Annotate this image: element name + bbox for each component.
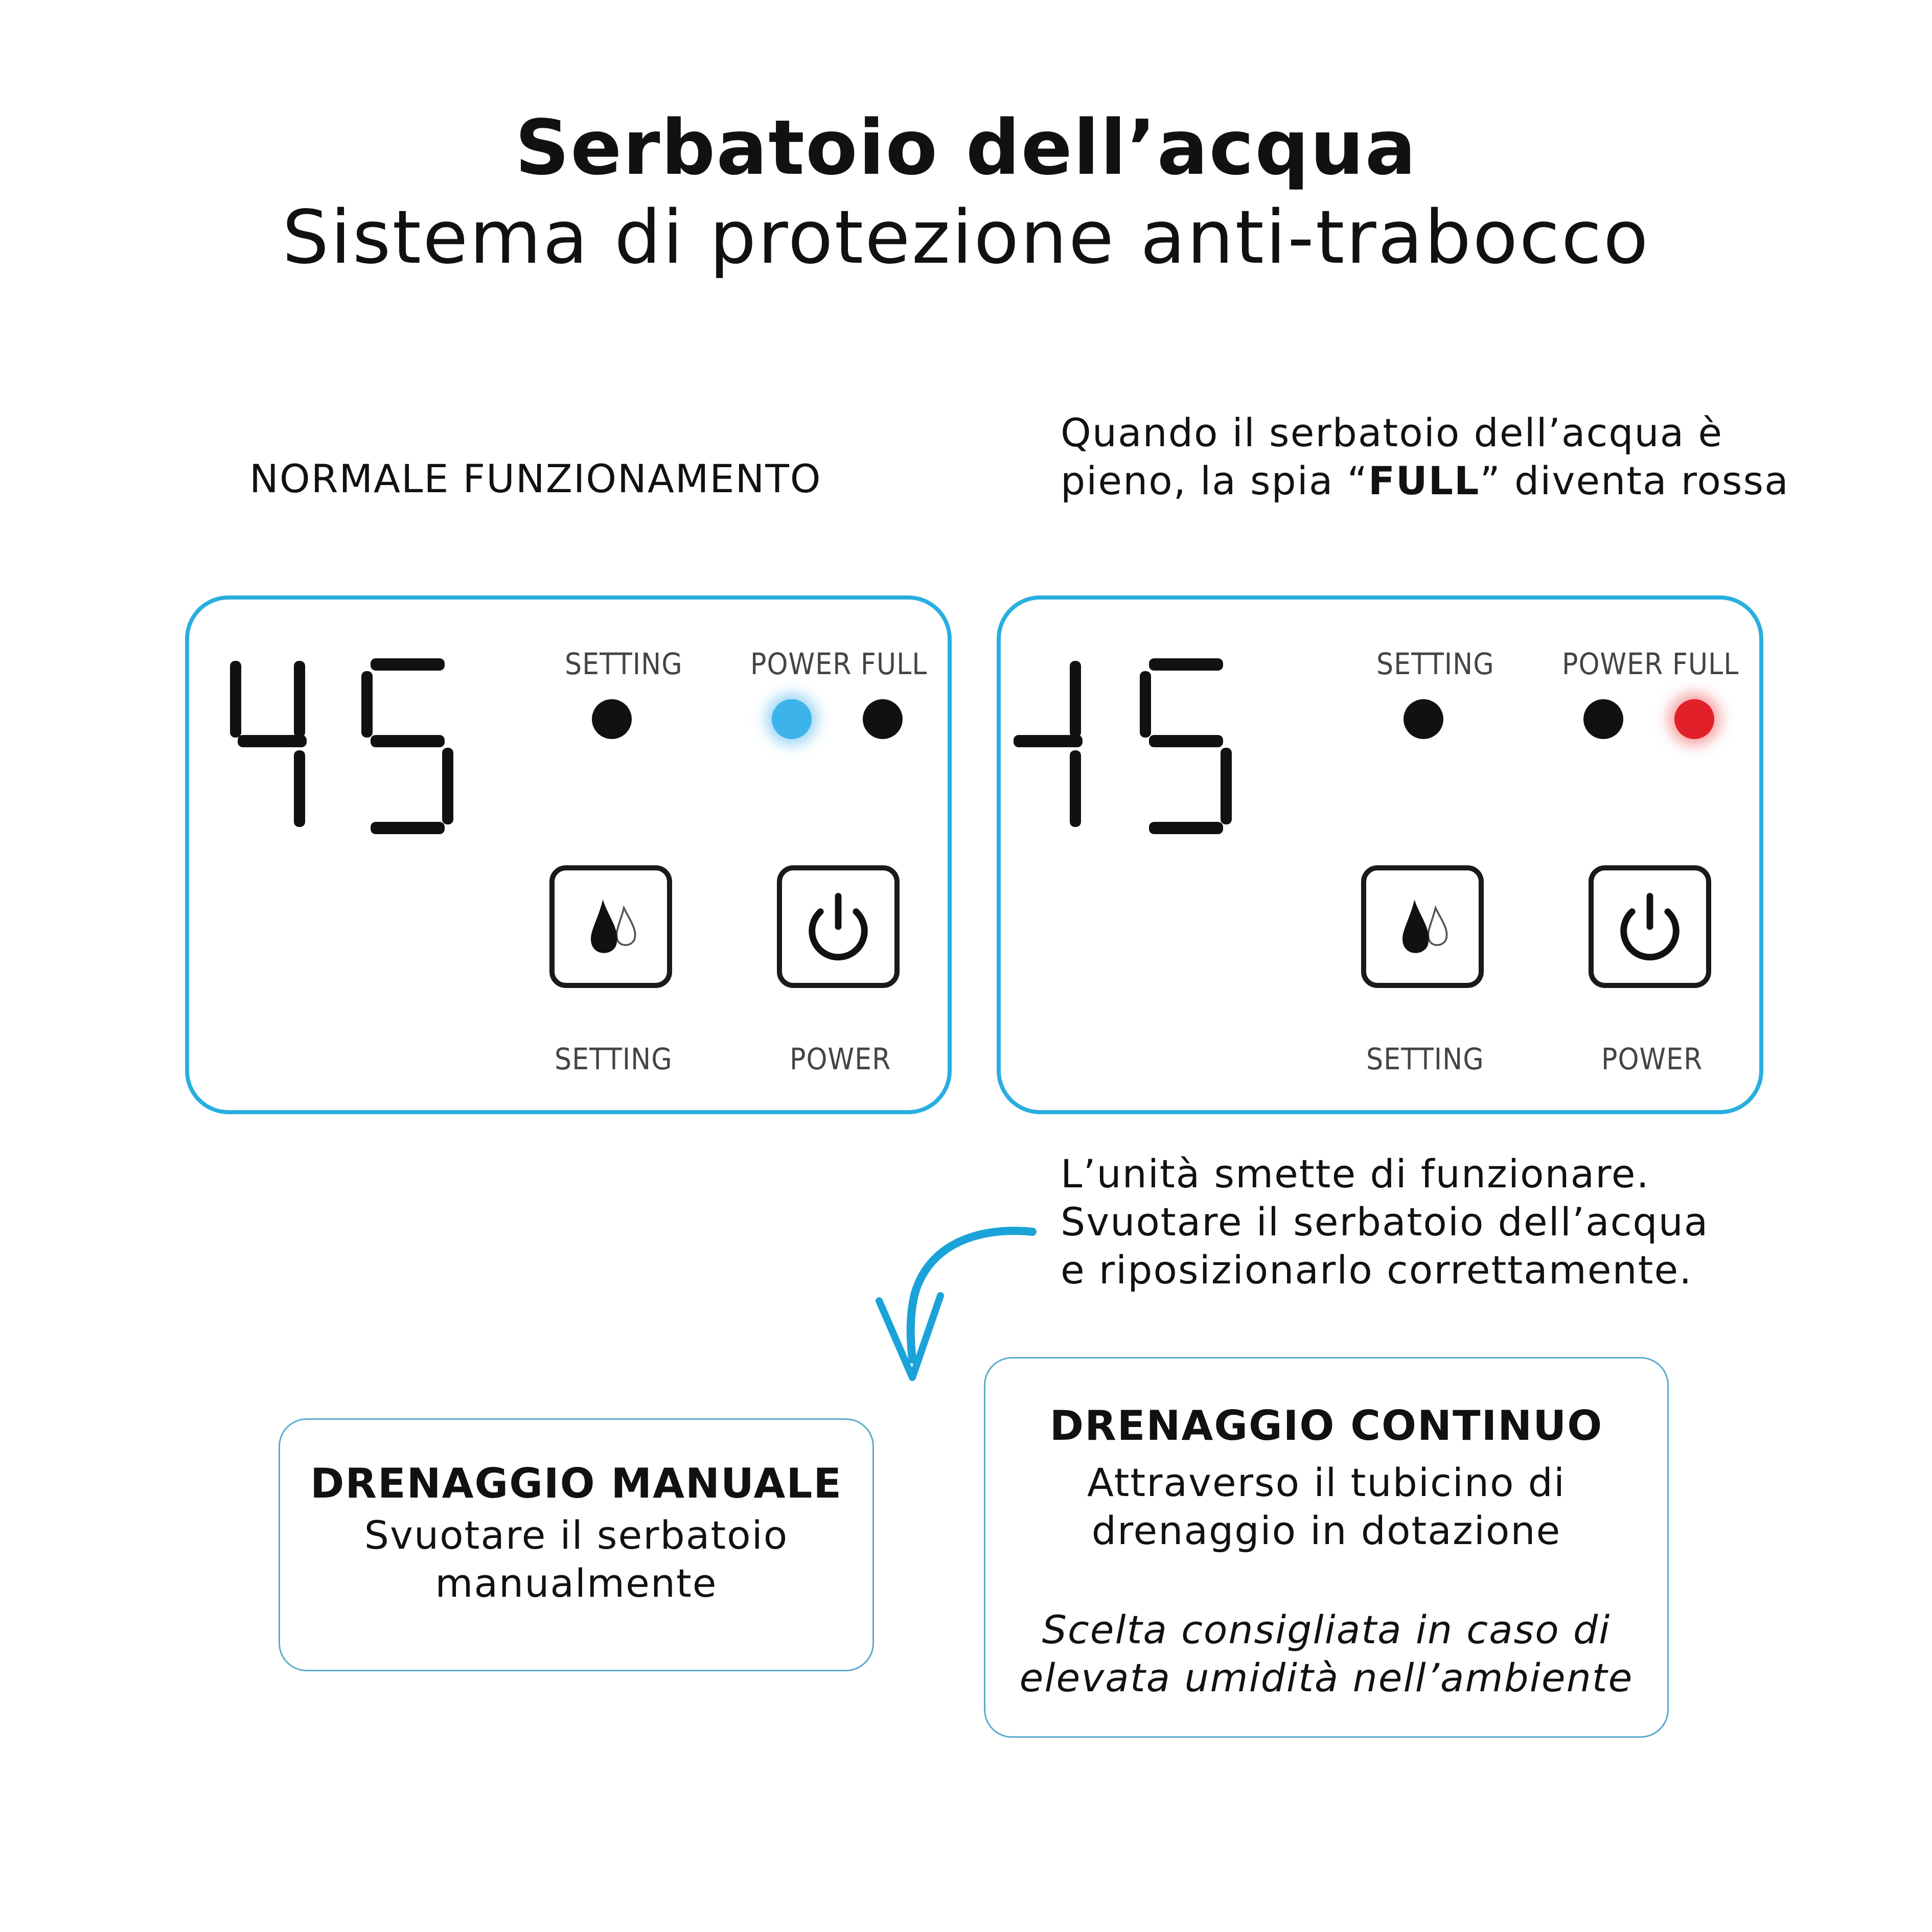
tank-full-caption-part2: ” diventa rossa [1480, 458, 1789, 503]
normal-operation-caption: NORMALE FUNZIONAMENTO [249, 456, 822, 501]
water-drops-icon [555, 870, 667, 983]
setting-button-label: SETTING [1366, 1042, 1484, 1076]
manual-drainage-card [279, 1418, 874, 1671]
manual-drainage-line-2: manualmente [435, 1560, 718, 1606]
power-full-indicator-label: POWER FULL [750, 647, 928, 681]
continuous-drainage-title: DRENAGGIO CONTINUO [1049, 1402, 1603, 1450]
continuous-drainage-text [985, 1459, 1667, 1555]
setting-led [592, 699, 632, 739]
page-title: Serbatoio dell’acqua [515, 104, 1417, 192]
segment-display-digits [1011, 651, 1277, 845]
unit-stops-line-1: L’unità smette di funzionare. [1061, 1151, 1650, 1197]
page-subtitle: Sistema di protezione anti-trabocco [282, 194, 1650, 280]
power-button-label: POWER [1601, 1042, 1703, 1076]
unit-stops-line-3: e riposizionarlo correttamente. [1061, 1247, 1693, 1293]
setting-button[interactable] [549, 865, 672, 988]
full-led [863, 699, 903, 739]
setting-button[interactable] [1361, 865, 1484, 988]
unit-stops-line-2: Svuotare il serbatoio dell’acqua [1061, 1199, 1709, 1245]
continuous-drainage-line-1: Attraverso il tubicino di [1087, 1460, 1566, 1505]
segment-display [1011, 651, 1277, 845]
power-icon [782, 870, 894, 983]
control-panel-normal [185, 595, 952, 1114]
power-button[interactable] [777, 865, 900, 988]
tank-full-caption-bold: FULL [1368, 458, 1480, 503]
setting-indicator-label: SETTING [1376, 647, 1494, 681]
power-icon [1594, 870, 1706, 983]
power-button[interactable] [1589, 865, 1711, 988]
power-led [1583, 699, 1623, 739]
manual-drainage-line-1: Svuotare il serbatoio [364, 1512, 789, 1558]
continuous-drainage-card [984, 1357, 1669, 1738]
power-full-indicator-label: POWER FULL [1562, 647, 1739, 681]
power-button-label: POWER [790, 1042, 891, 1076]
power-led [772, 699, 812, 739]
segment-display [217, 651, 483, 845]
setting-indicator-label: SETTING [565, 647, 683, 681]
control-panel-full [997, 595, 1763, 1114]
continuous-drainage-line-2: drenaggio in dotazione [1091, 1508, 1561, 1553]
continuous-drainage-note-2: elevata umidità nell’ambiente [1019, 1655, 1634, 1700]
manual-drainage-title: DRENAGGIO MANUALE [310, 1460, 842, 1507]
full-led [1674, 699, 1714, 739]
water-drops-icon [1366, 870, 1479, 983]
tank-full-caption [1061, 409, 1802, 505]
setting-button-label: SETTING [555, 1042, 673, 1076]
tank-full-caption-part1: Quando il serbatoio dell’acqua è pieno, la spia “ [1061, 410, 1723, 503]
manual-drainage-text [280, 1511, 872, 1607]
unit-stops-caption [1061, 1150, 1858, 1294]
setting-led [1404, 699, 1443, 739]
segment-display-digits [217, 651, 483, 845]
continuous-drainage-note-1: Scelta consigliata in caso di [1042, 1607, 1611, 1652]
continuous-drainage-note [985, 1606, 1667, 1702]
